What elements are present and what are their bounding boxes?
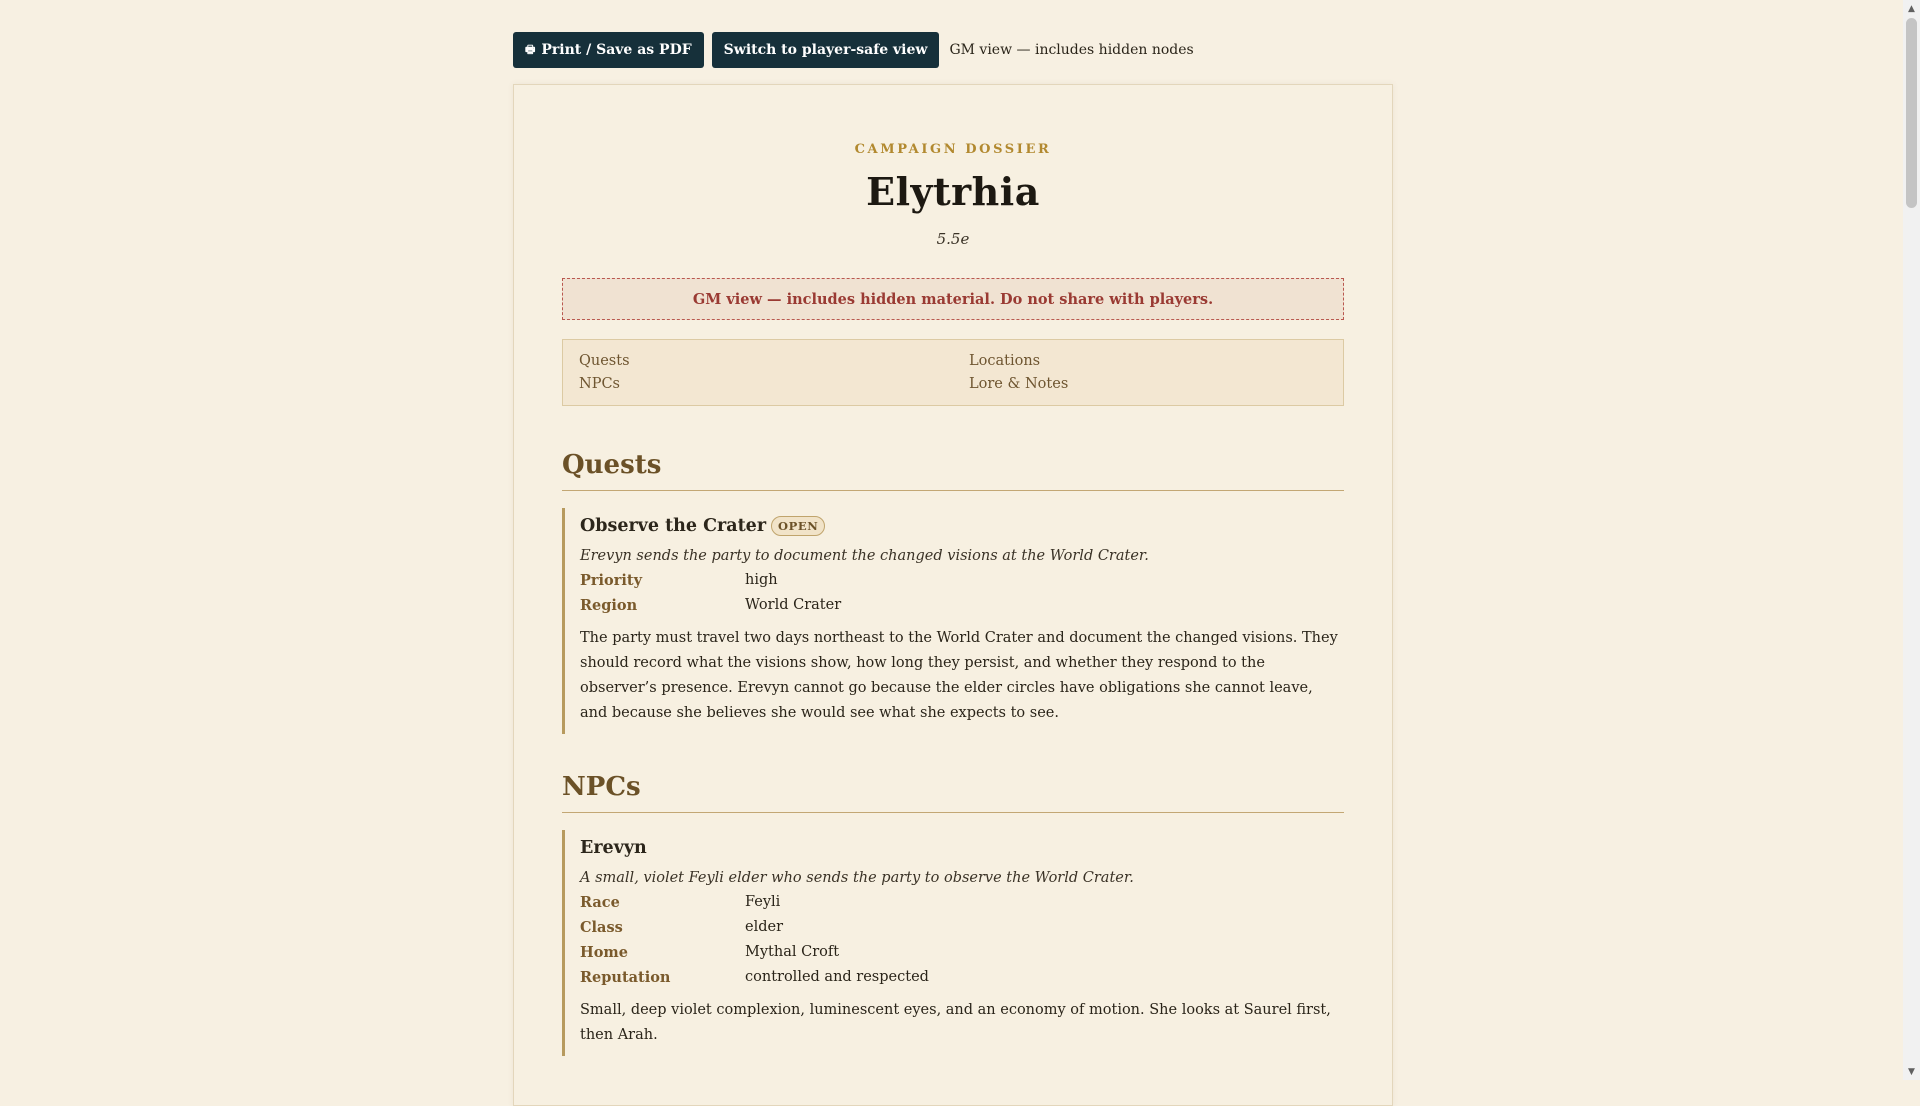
- edition-label: 5.5e: [936, 230, 970, 248]
- print-button-label: Print / Save as PDF: [541, 42, 692, 58]
- section-heading-quests: Quests: [562, 450, 1344, 491]
- toolbar: [513, 32, 1194, 68]
- quest-summary: Erevyn sends the party to document the changed visions at the World Crater.: [580, 548, 1149, 564]
- view-note: GM view — includes hidden nodes: [949, 42, 1194, 58]
- page-title: Elytrhia: [866, 169, 1040, 214]
- toc-link-npcs[interactable]: NPCs: [579, 376, 620, 392]
- status-badge: OPEN: [771, 516, 825, 536]
- switch-view-button-label: Switch to player-safe view: [723, 42, 928, 58]
- table-of-contents: [562, 339, 1344, 406]
- fact-key: Reputation: [580, 969, 671, 986]
- fact-key: Region: [580, 597, 638, 614]
- section-heading-npcs: NPCs: [562, 772, 1344, 813]
- fact-key: Race: [580, 894, 620, 911]
- npc-card: [562, 830, 1344, 1056]
- dossier-page: [513, 84, 1393, 1106]
- print-button[interactable]: [513, 32, 704, 68]
- fact-value: elder: [745, 919, 784, 935]
- npc-facts: [580, 894, 1344, 986]
- npcs-section: [562, 772, 1344, 1056]
- fact-value: high: [745, 572, 778, 588]
- vertical-scrollbar[interactable]: [1903, 0, 1920, 1080]
- fact-value: Mythal Croft: [745, 944, 840, 960]
- switch-view-button[interactable]: [712, 32, 940, 68]
- gm-warning-banner: GM view — includes hidden material. Do not share with players.: [562, 278, 1344, 320]
- scrollbar-thumb[interactable]: [1906, 18, 1917, 208]
- npc-body: Small, deep violet complexion, luminescent eyes, and an economy of motion. She looks at Saurel first, then Arah.: [580, 1002, 1331, 1043]
- printer-icon: 🖶: [525, 42, 536, 56]
- fact-key: Class: [580, 919, 623, 936]
- quest-card: [562, 508, 1344, 734]
- quest-title-row: [580, 516, 1344, 536]
- scroll-up-arrow-icon[interactable]: ▲: [1908, 3, 1915, 14]
- scroll-down-arrow-icon[interactable]: ▼: [1908, 1066, 1915, 1077]
- page-kicker: CAMPAIGN DOSSIER: [854, 142, 1052, 157]
- fact-value: World Crater: [745, 597, 842, 613]
- fact-key: Priority: [580, 572, 642, 589]
- npc-name: Erevyn: [580, 838, 647, 858]
- quests-section: [562, 450, 1344, 734]
- toc-link-locations[interactable]: Locations: [969, 353, 1041, 369]
- toc-link-lore-notes[interactable]: Lore & Notes: [969, 376, 1069, 392]
- toc-link-quests[interactable]: Quests: [579, 353, 630, 369]
- quest-facts: [580, 572, 1344, 614]
- fact-key: Home: [580, 944, 628, 961]
- quest-body: The party must travel two days northeast to the World Crater and document the changed visions. They should record what the visions show, how long they persist, and whether they respond to the observer’s presence. Erevyn cannot go because the elder circles have obligations she cannot leave, and because she believes she would see what she expects to see.: [580, 630, 1338, 721]
- quest-title: Observe the Crater: [580, 516, 767, 536]
- npc-summary: A small, violet Feyli elder who sends the party to observe the World Crater.: [580, 870, 1134, 886]
- fact-value: Feyli: [745, 894, 781, 910]
- fact-value: controlled and respected: [745, 969, 929, 985]
